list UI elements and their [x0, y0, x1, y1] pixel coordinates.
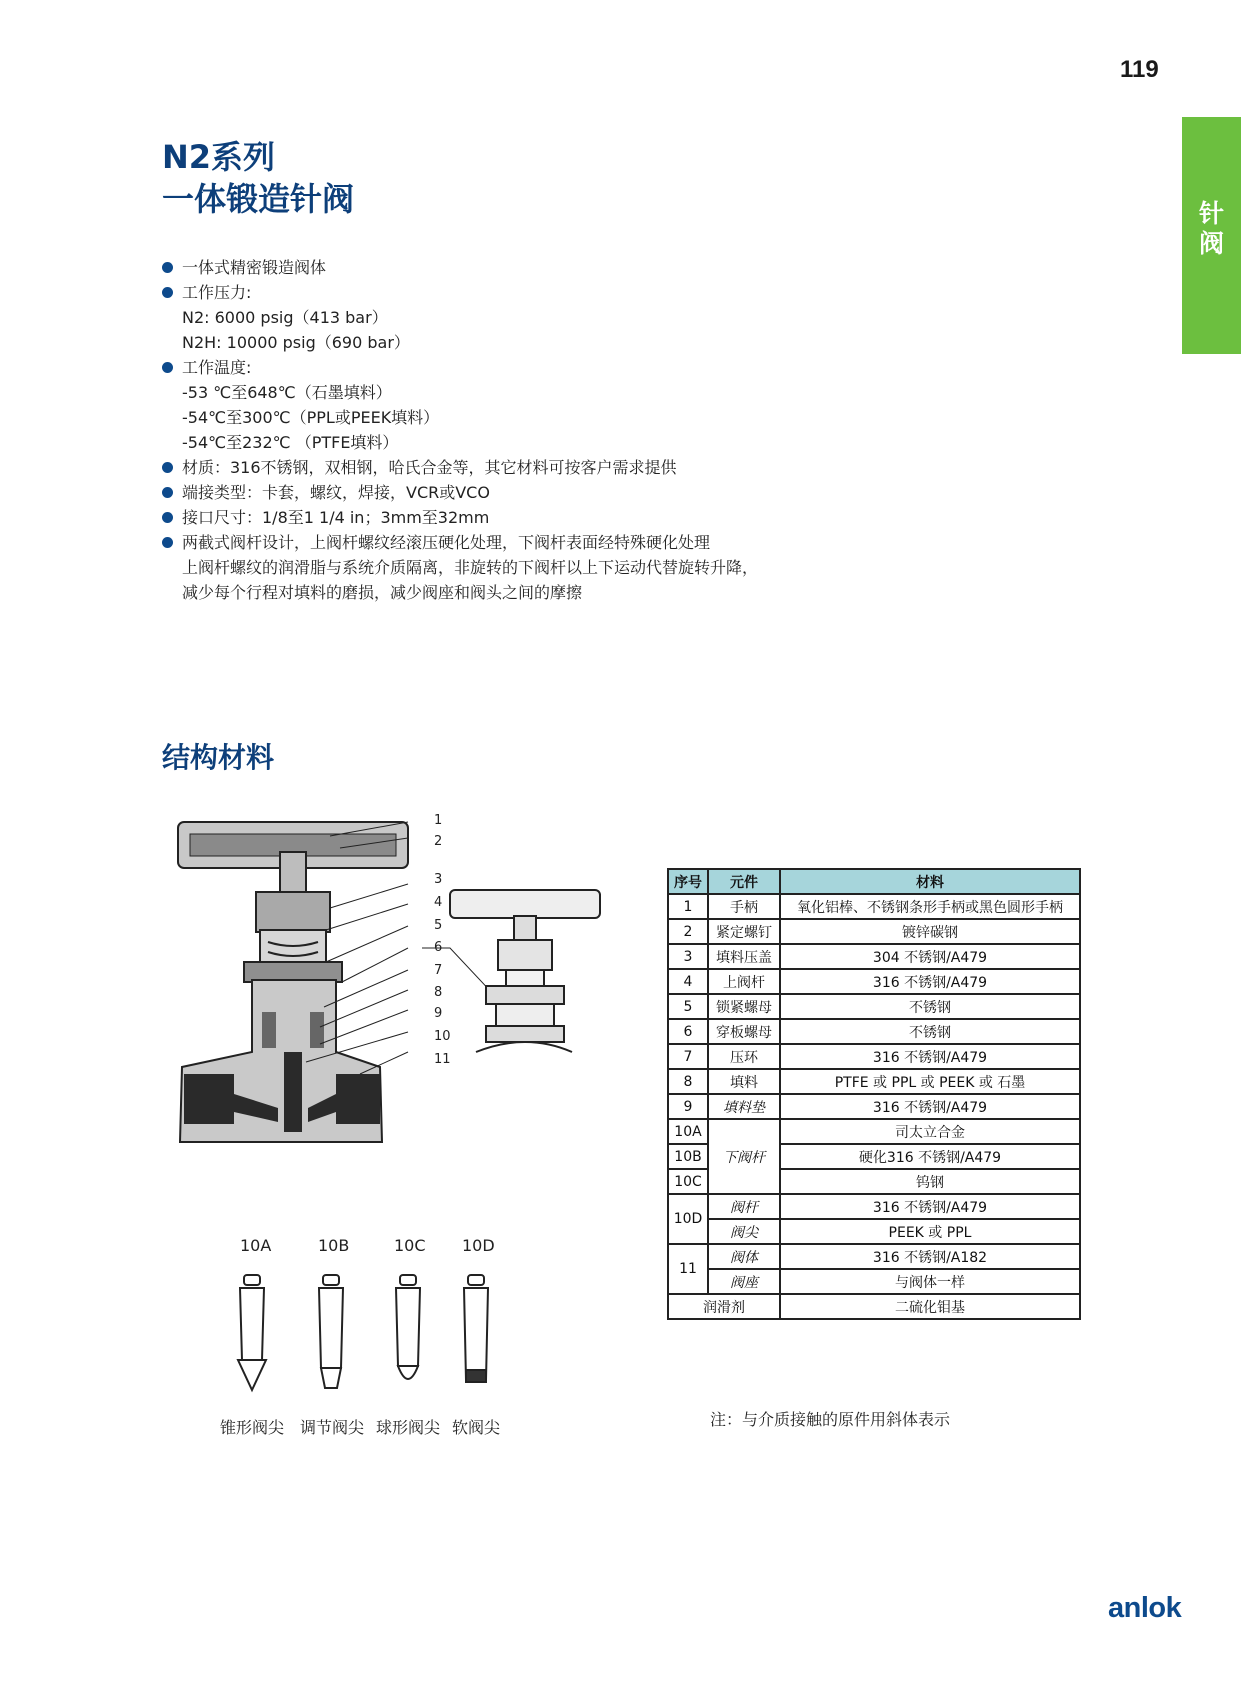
table-row: [668, 894, 1080, 919]
cell-material: 与阀体一样: [780, 1269, 1080, 1294]
cell-part: 填料压盖: [708, 944, 780, 969]
feature-item: [162, 455, 758, 480]
feature-text: 接口尺寸：1/8至1 1/4 in；3mm至32mm: [182, 508, 490, 527]
tip-code-10a: 10A: [240, 1236, 272, 1255]
callout-10: 10: [434, 1029, 451, 1044]
table-row: [668, 1269, 1080, 1294]
cell-material: 304 不锈钢/A479: [780, 944, 1080, 969]
tip-code-10c: 10C: [394, 1236, 426, 1255]
feature-sub: N2: 6000 psig（413 bar）: [182, 308, 388, 327]
callout-6: 6: [434, 940, 443, 955]
tip-code-10b: 10B: [318, 1236, 350, 1255]
cell-material: PEEK 或 PPL: [780, 1219, 1080, 1244]
feature-text: 工作压力:: [182, 283, 252, 302]
cell-material: 不锈钢: [780, 1019, 1080, 1044]
section-title-materials: 结构材料: [162, 741, 275, 774]
cell-material: PTFE 或 PPL 或 PEEK 或 石墨: [780, 1069, 1080, 1094]
cell-no: 7: [668, 1044, 708, 1069]
cell-material: 316 不锈钢/A479: [780, 1194, 1080, 1219]
cell-part: 穿板螺母: [708, 1019, 780, 1044]
feature-sub: -53 ℃至648℃（石墨填料）: [182, 383, 392, 402]
page-title: [162, 136, 354, 220]
cell-material: 硬化316 不锈钢/A479: [780, 1144, 1080, 1169]
header-part: 元件: [708, 869, 780, 894]
cell-no: 4: [668, 969, 708, 994]
header-material: 材料: [780, 869, 1080, 894]
callout-7: 7: [434, 963, 443, 978]
cell-part: 润滑剂: [668, 1294, 780, 1319]
table-row: [668, 969, 1080, 994]
tip-name-soft: 软阀尖: [452, 1418, 501, 1437]
cell-material: 316 不锈钢/A182: [780, 1244, 1080, 1269]
header-no: 序号: [668, 869, 708, 894]
feature-sub: -54℃至300℃（PPL或PEEK填料）: [182, 408, 440, 427]
table-note: 注：与介质接触的原件用斜体表示: [710, 1410, 951, 1429]
feature-list: [162, 255, 758, 605]
cell-no: 10C: [668, 1169, 708, 1194]
table-row: [668, 1094, 1080, 1119]
feature-sub: -54℃至232℃ （PTFE填料）: [182, 433, 399, 452]
feature-text: 端接类型：卡套，螺纹，焊接，VCR或VCO: [182, 483, 490, 502]
feature-sub: N2H: 10000 psig（690 bar）: [182, 333, 410, 352]
cell-no: 11: [668, 1244, 708, 1294]
cell-part: 压环: [708, 1044, 780, 1069]
table-row: [668, 1069, 1080, 1094]
cell-material: 316 不锈钢/A479: [780, 1044, 1080, 1069]
cell-part: 阀尖: [708, 1219, 780, 1244]
title-line-1: N2系列: [162, 138, 276, 176]
valve-cross-section-diagram: [160, 812, 640, 1182]
cell-part: 手柄: [708, 894, 780, 919]
feature-item: [162, 530, 758, 555]
cell-no: 10B: [668, 1144, 708, 1169]
table-row: [668, 919, 1080, 944]
side-tab-char-1: 针: [1198, 199, 1224, 228]
feature-sub: 上阀杆螺纹的润滑脂与系统介质隔离，非旋转的下阀杆以上下运动代替旋转升降，: [182, 558, 759, 577]
table-header-row: [668, 869, 1080, 894]
cell-no: 10D: [668, 1194, 708, 1244]
cell-part: 阀体: [708, 1244, 780, 1269]
callout-1: 1: [434, 813, 443, 828]
tip-name-regulating: 调节阀尖: [300, 1418, 365, 1437]
cell-material: 氧化铝棒、不锈钢条形手柄或黑色圆形手柄: [780, 894, 1080, 919]
cell-no: 2: [668, 919, 708, 944]
table-row: [668, 1194, 1080, 1219]
table-row: [668, 1119, 1080, 1144]
tip-name-cone: 锥形阀尖: [220, 1418, 285, 1437]
brand-logo: anlok: [1108, 1592, 1182, 1624]
tip-code-10d: 10D: [462, 1236, 495, 1255]
cell-part: 锁紧螺母: [708, 994, 780, 1019]
feature-text: 材质：316不锈钢，双相钢，哈氏合金等，其它材料可按客户需求提供: [182, 458, 677, 477]
cell-material: 钨钢: [780, 1169, 1080, 1194]
cell-no: 10A: [668, 1119, 708, 1144]
feature-item: [162, 355, 758, 380]
feature-item: [162, 255, 758, 280]
table-row: [668, 944, 1080, 969]
cell-material: 316 不锈钢/A479: [780, 969, 1080, 994]
title-line-2: 一体锻造针阀: [162, 180, 355, 218]
side-tab-needle-valve: [1182, 117, 1241, 354]
feature-text: 一体式精密锻造阀体: [182, 258, 327, 277]
callout-5: 5: [434, 918, 443, 933]
callout-11: 11: [434, 1052, 451, 1067]
cell-part: 填料垫: [708, 1094, 780, 1119]
cell-no: 8: [668, 1069, 708, 1094]
feature-item: [162, 505, 758, 530]
cell-material: 316 不锈钢/A479: [780, 1094, 1080, 1119]
cell-material: 镀锌碳钢: [780, 919, 1080, 944]
cell-material: 二硫化钼基: [780, 1294, 1080, 1319]
materials-table: [667, 868, 1081, 1320]
callout-9: 9: [434, 1006, 443, 1021]
table-row: [668, 1019, 1080, 1044]
cell-no: 3: [668, 944, 708, 969]
feature-item: [162, 280, 758, 305]
cell-no: 1: [668, 894, 708, 919]
table-row: [668, 1294, 1080, 1319]
tip-name-ball: 球形阀尖: [376, 1418, 441, 1437]
cell-part: 填料: [708, 1069, 780, 1094]
cell-part: 上阀杆: [708, 969, 780, 994]
feature-text: 工作温度:: [182, 358, 252, 377]
table-row: [668, 1044, 1080, 1069]
page-number: 119: [1120, 56, 1159, 83]
feature-sub: 减少每个行程对填料的磨损，减少阀座和阀头之间的摩擦: [182, 583, 583, 602]
table-row: [668, 994, 1080, 1019]
feature-text: 两截式阀杆设计，上阀杆螺纹经滚压硬化处理，下阀杆表面经特殊硬化处理: [182, 533, 711, 552]
table-row: [668, 1244, 1080, 1269]
cell-part: 下阀杆: [708, 1119, 780, 1194]
side-tab-char-2: 阀: [1198, 229, 1224, 258]
callout-4: 4: [434, 895, 443, 910]
cell-part: 阀座: [708, 1269, 780, 1294]
cell-no: 9: [668, 1094, 708, 1119]
valve-tip-variants: [210, 1230, 510, 1410]
cell-material: 不锈钢: [780, 994, 1080, 1019]
callout-2: 2: [434, 834, 443, 849]
table-row: [668, 1219, 1080, 1244]
cell-material: 司太立合金: [780, 1119, 1080, 1144]
cell-part: 阀杆: [708, 1194, 780, 1219]
feature-item: [162, 480, 758, 505]
cell-no: 5: [668, 994, 708, 1019]
callout-8: 8: [434, 985, 443, 1000]
cell-no: 6: [668, 1019, 708, 1044]
callout-3: 3: [434, 872, 443, 887]
cell-part: 紧定螺钉: [708, 919, 780, 944]
